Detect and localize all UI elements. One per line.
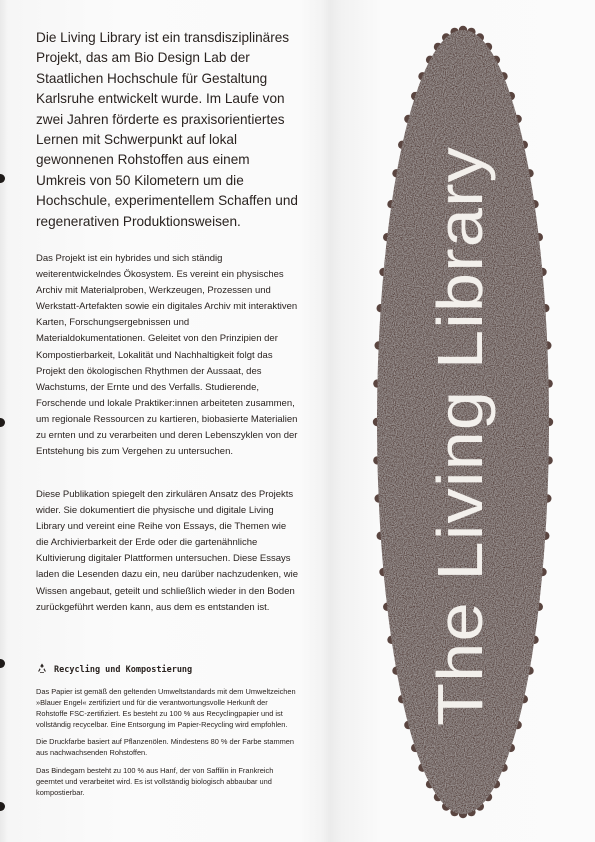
binding-ring bbox=[0, 174, 5, 183]
body-paragraph: Diese Publikation spiegelt den zirkulären Ansatz des Projekts wider. Sie dokumentiert die physische und digitale Living Library und vereint eine Reihe von Essays, die Themen wie die Archivierbarkeit der Erde oder die gartenähnliche Kultivierung digitaler Plattformen untersuchen. Diese Essays laden die Lesenden dazu ein, neu darüber nachzudenken, wie Wissen angebaut, geteilt und schließlich wieder in den Boden zurückgeführt werden kann, aus dem es entstanden ist. bbox=[36, 489, 298, 613]
binding-ring bbox=[0, 659, 5, 668]
intro-paragraph: Die Living Library ist ein transdisziplinäres Projekt, das am Bio Design Lab der Staatlichen Hochschule für Gestaltung Karlsruhe entwickelt wurde. Im Laufe von zwei Jahren förderte es praxisorientiertes Lernen mit Schwerpunkt auf lokal gewonnenen Rohstoffen aus einem Umkreis von 50 Kilometern um die Hochschule, experimentellem Schaffen und regenerativen Produktionsweisen. bbox=[36, 30, 298, 229]
cover-oval bbox=[370, 22, 556, 822]
body-paragraph: Das Projekt ist ein hybrides und sich ständig weiterentwickelndes Ökosystem. Es vereint ein physisches Archiv mit Materialproben, Werkzeugen, Prozessen und Werkstatt-Artefakten sowie ein digitales Archiv mit interaktiven Karten, Forschungsergebnissen und Materialdokumentationen. Geleitet von den Prinzipien der Kompostierbarkeit, Lokalität und Nachhaltigkeit folgt das Projekt den ökologischen Rhythmen der Aussaat, des Wachstums, der Ernte und des Verfalls. Studierende, Forschende und lokale Praktiker:innen arbeiteten zusammen, um regionale Ressourcen zu kartieren, biobasierte Materialien zu ernten und zu verarbeiten und deren Lebenszyklen von der Entstehung bis zum Vergehen zu untersuchen. bbox=[36, 253, 298, 458]
cover-title: The Living Library bbox=[424, 199, 496, 726]
recycle-icon bbox=[36, 661, 48, 679]
recycling-note: Das Papier ist gemäß den geltenden Umweltstandards mit dem Umweltzeichen »Blauer Engel« zertifiziert und für die verantwortungsvolle Herkunft der Rohstoffe FSC-zertifiziert. Es besteht zu 100 % aus Recyclingpapier und ist vollständig recycelbar. Eine Entsorgung im Papier-Recycling wird empfohlen. bbox=[36, 687, 296, 730]
recycling-section bbox=[36, 662, 298, 798]
binding-ring bbox=[0, 418, 5, 427]
binding-ring bbox=[0, 802, 5, 811]
recycling-note: Die Druckfarbe basiert auf Pflanzenölen. Mindestens 80 % der Farbe stammen aus nachwachsenden Rohstoffen. bbox=[36, 737, 294, 758]
recycling-heading: Recycling und Kompostierung bbox=[54, 665, 193, 675]
recycling-note: Das Bindegarn besteht zu 100 % aus Hanf, der von Saffilin in Frankreich geerntet und verarbeitet wird. Es ist vollständig biologisch abbaubar und kompostierbar. bbox=[36, 765, 274, 797]
